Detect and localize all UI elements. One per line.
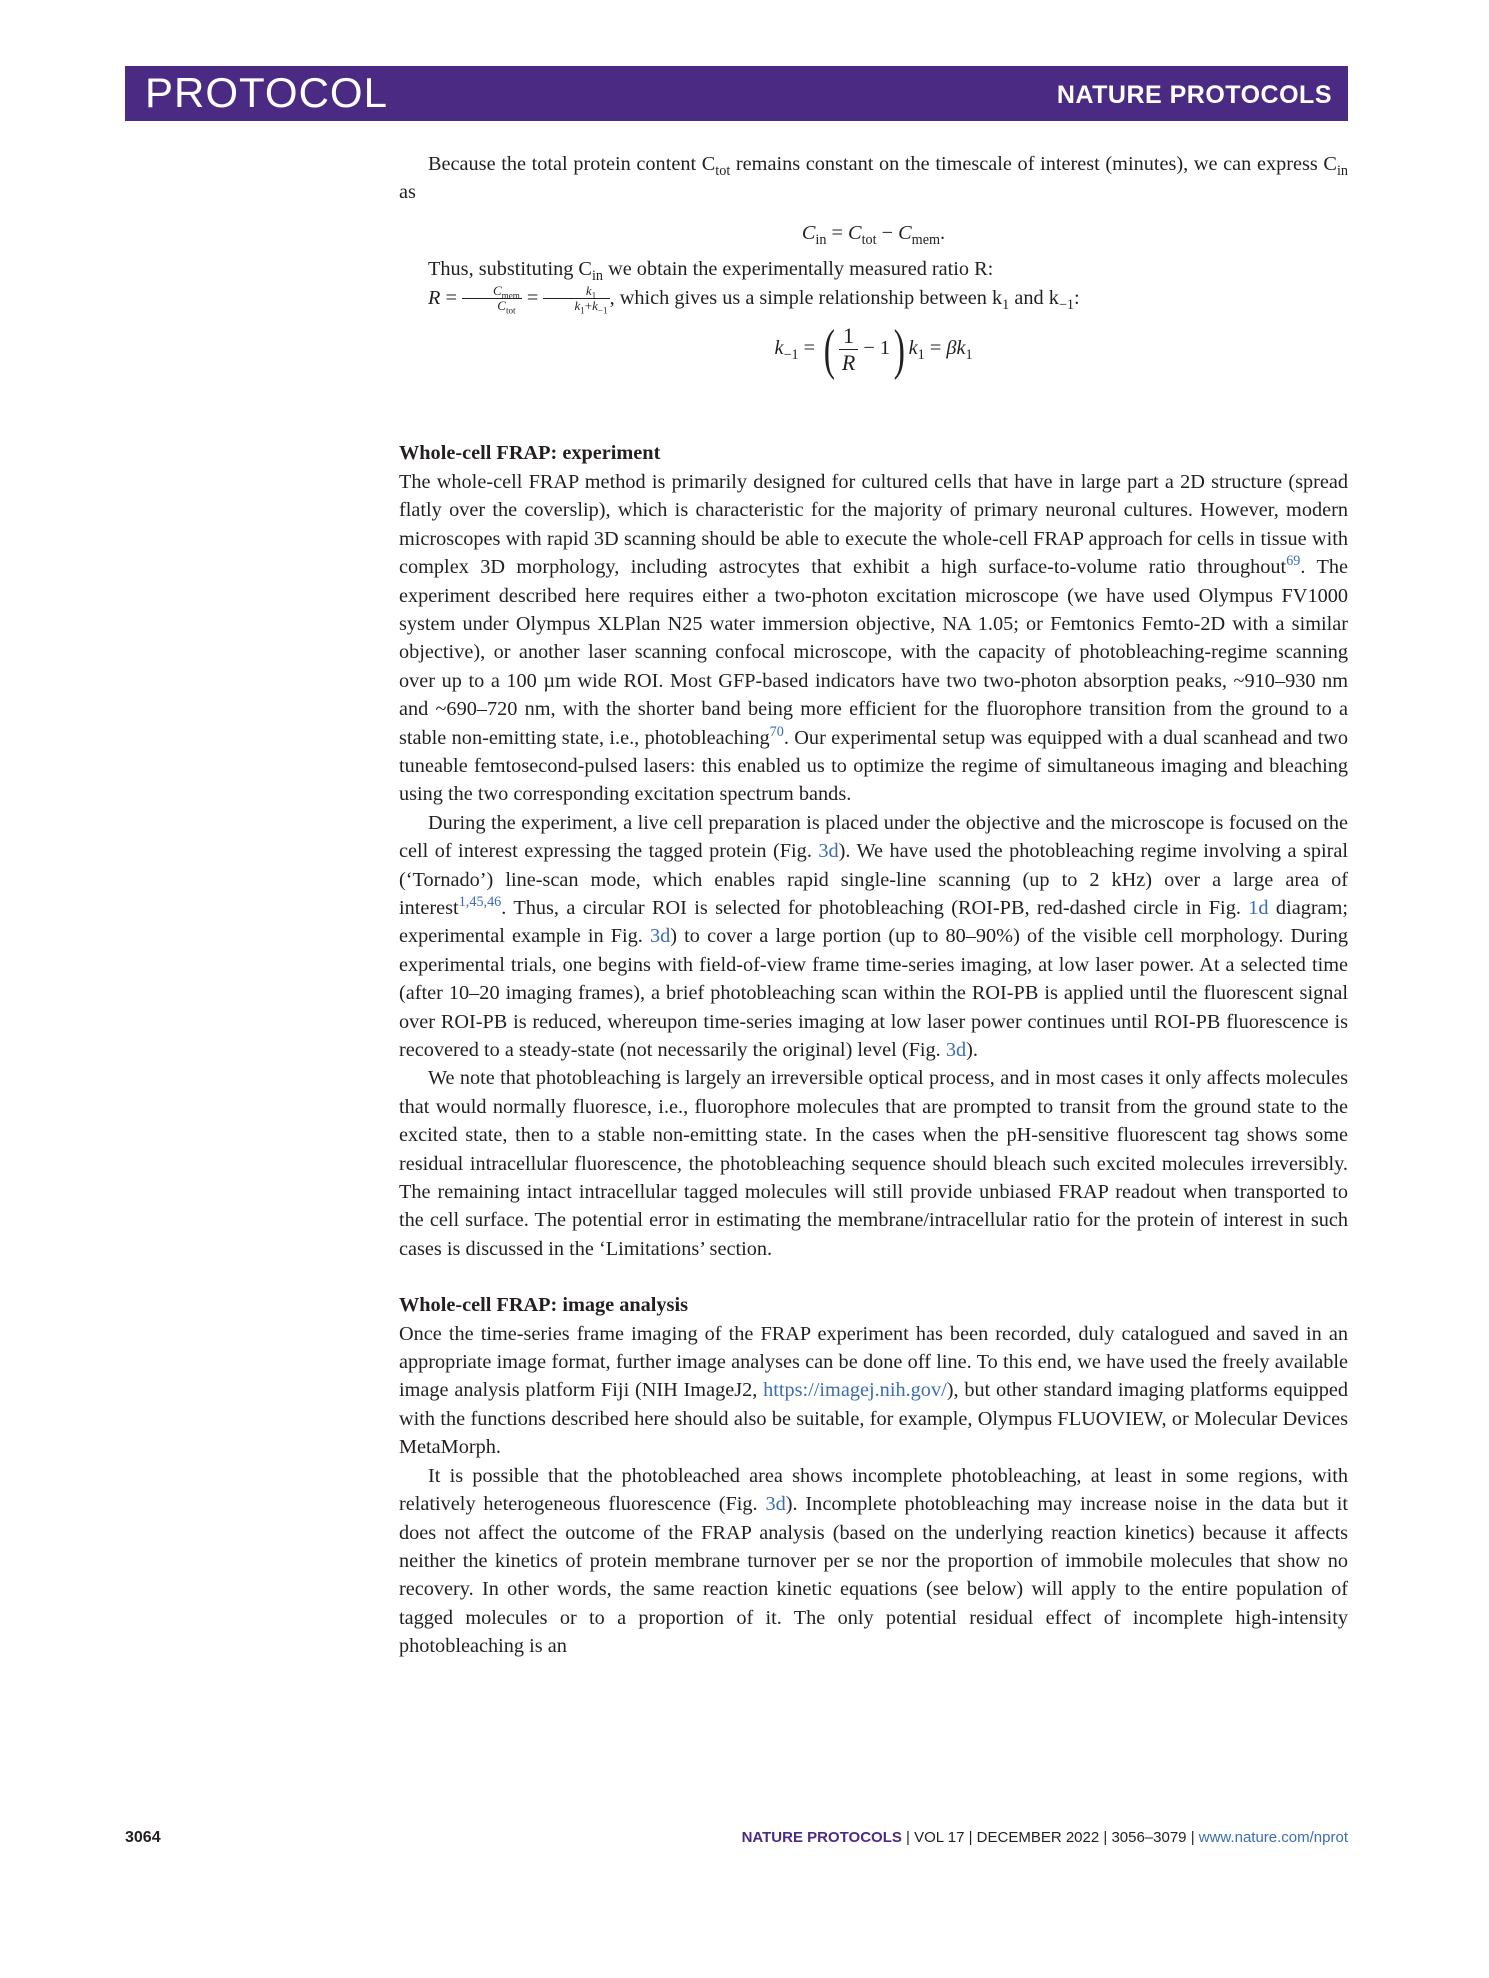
section-heading-analysis: Whole-cell FRAP: image analysis [399, 1294, 688, 1317]
journal-label: NATURE PROTOCOLS [1056, 81, 1332, 109]
paragraph-experiment-1: The whole-cell FRAP method is primarily designed for cultured cells that have in large part a 2D structure (spread flatly over the coverslip), which is characteristic for the majority of primary neuronal cultures. However, modern microscopes with rapid 3D scanning should be able to execute the whole-cell FRAP approach for cells in tissue with complex 3D morphology, including astrocytes that exhibit a high surface-to-volume ratio throughout$^{69}$. The experiment described here requires either a two-photon excitation microscope (we have used Olympus FV1000 system under Olympus XLPlan N25 water immersion objective, NA 1.05; or Femtonics Femto-2D with a similar objective), or another laser scanning confocal microscope, with the capacity of photobleaching-regime scanning over up to a 100 µm wide ROI. Most GFP-based indicators have two two-photon absorption peaks, ~910–930 nm and ~690–720 nm, with the shorter band being more efficient for the fluorophore transition from the ground to a stable non-emitting state, i.e., photobleaching$^{70}$. Our experimental setup was equipped with a dual scanhead and two tuneable femtosecond-pulsed lasers: this enabled us to optimize the regime of simultaneous imaging and bleaching using the two corresponding excitation spectrum bands. [399, 470, 1349, 806]
section-heading-experiment: Whole-cell FRAP: experiment [399, 442, 661, 465]
figure-link[interactable]: 3d [818, 840, 839, 863]
citation-ref[interactable]: 1,45,46 [458, 894, 502, 911]
paragraph-intro: Because the total protein content $C_{tot}$ remains constant on the timescale of interest (minutes), we can express $C_{in}$ as [399, 153, 1348, 204]
equation-k-minus-1: $k_{-1}$ = ( $\frac{1}{R}$ − 1) $k_1 = \beta k_1$ [774, 318, 973, 381]
header-banner [125, 66, 1348, 121]
page-number: 3064 [125, 1829, 161, 1846]
imagej-link[interactable]: https://imagej.nih.gov/ [763, 1379, 947, 1402]
paragraph-experiment-3: We note that photobleaching is largely an irreversible optical process, and in most cases it only affects molecules that would normally fluoresce, i.e., fluorophore molecules that are prompted to transit from the ground state to the excited state, then to a stable non-emitting state. In the cases when the pH-sensitive fluorescent tag shows some residual intracellular fluorescence, the photobleaching sequence should bleach such excited molecules irreversibly. The remaining intact intracellular tagged molecules will still provide unbiased FRAP readout when transported to the cell surface. The potential error in estimating the membrane/intracellular ratio for the protein of interest in such cases is discussed in the ‘Limitations’ section. [399, 1067, 1348, 1260]
figure-link[interactable]: 1d [1248, 896, 1269, 919]
equation-cin: $C_{in} = C_{tot} - C_{mem}$. [801, 221, 946, 248]
citation-ref[interactable]: 69 [1286, 553, 1301, 570]
paragraph-substitute: Thus, substituting $C_{in}$ we obtain the experimentally measured ratio R: [428, 258, 994, 285]
paragraph-ratio: R = $\frac{C_{mem}}{C_{tot}}$ = $\frac{k_1}{k_1+k_{-1}}$ , which gives us a simple relationship between $k_1$ and $k_{-1}$: [428, 283, 1080, 317]
paragraph-analysis-2: It is possible that the photobleached area shows incomplete photobleaching, at least in some regions, with relatively heterogeneous fluorescence (Fig. 3d). Incomplete photobleaching may increase noise in the data but it does not affect the outcome of the FRAP analysis (based on the underlying reaction kinetics) because it affects neither the kinetics of protein membrane turnover per se nor the proportion of immobile molecules that show no recovery. In other words, the same reaction kinetic equations (see below) will apply to the entire population of tagged molecules or to a proportion of it. The only potential residual effect of incomplete high-intensity photobleaching is an [399, 1464, 1349, 1658]
paragraph-analysis-1: Once the time-series frame imaging of the FRAP experiment has been recorded, duly catalogued and saved in an appropriate image format, further image analyses can be done off line. To this end, we have used the freely available image analysis platform Fiji (NIH ImageJ2, https://imagej.nih.gov/), but other standard imaging platforms equipped with the functions described here should also be suitable, for example, Olympus FLUOVIEW, or Molecular Devices MetaMorph. [399, 1322, 1348, 1459]
paragraph-experiment-2: During the experiment, a live cell preparation is placed under the objective and the microscope is focused on the cell of interest expressing the tagged protein (Fig. 3d). We have used the photobleaching regime involving a spiral (‘Tornado’) line-scan mode, which enables rapid single-line scanning (up to 2 kHz) over a large area of interest$^{1,45,46}$. Thus, a circular ROI is selected for photobleaching (ROI-PB, red-dashed circle in Fig. 1d diagram; experimental example in Fig. 3d) to cover a large portion (up to 80–90%) of the visible cell morphology. During experimental trials, one begins with field-of-view frame time-series imaging, at low laser power. At a selected time (after 10–20 imaging frames), a brief photobleaching scan within the ROI-PB is applied until the fluorescent signal over ROI-PB is reduced, whereupon time-series imaging at low laser power continues until ROI-PB fluorescence is recovered to a steady-state (not necessarily the original) level (Fig. 3d). [399, 811, 1349, 1061]
section-label: PROTOCOL [145, 69, 388, 116]
footer-citation: NATURE PROTOCOLS | VOL 17 | DECEMBER 2022 | 3056–3079 | www.nature.com/nprot [741, 1829, 1348, 1846]
citation-ref[interactable]: 70 [769, 723, 784, 740]
footer-journal: NATURE PROTOCOLS [741, 1829, 902, 1846]
article-body [399, 150, 1348, 1661]
figure-link[interactable]: 3d [945, 1039, 967, 1061]
figure-link[interactable]: 3d [765, 1493, 786, 1516]
footer-url-link[interactable]: www.nature.com/nprot [1198, 1829, 1348, 1846]
ratio-equation: R = $\frac{C_{mem}}{C_{tot}}$ = $\frac{k_1}{k_1+k_{-1}}$ [428, 283, 608, 317]
figure-link[interactable]: 3d [650, 925, 671, 948]
